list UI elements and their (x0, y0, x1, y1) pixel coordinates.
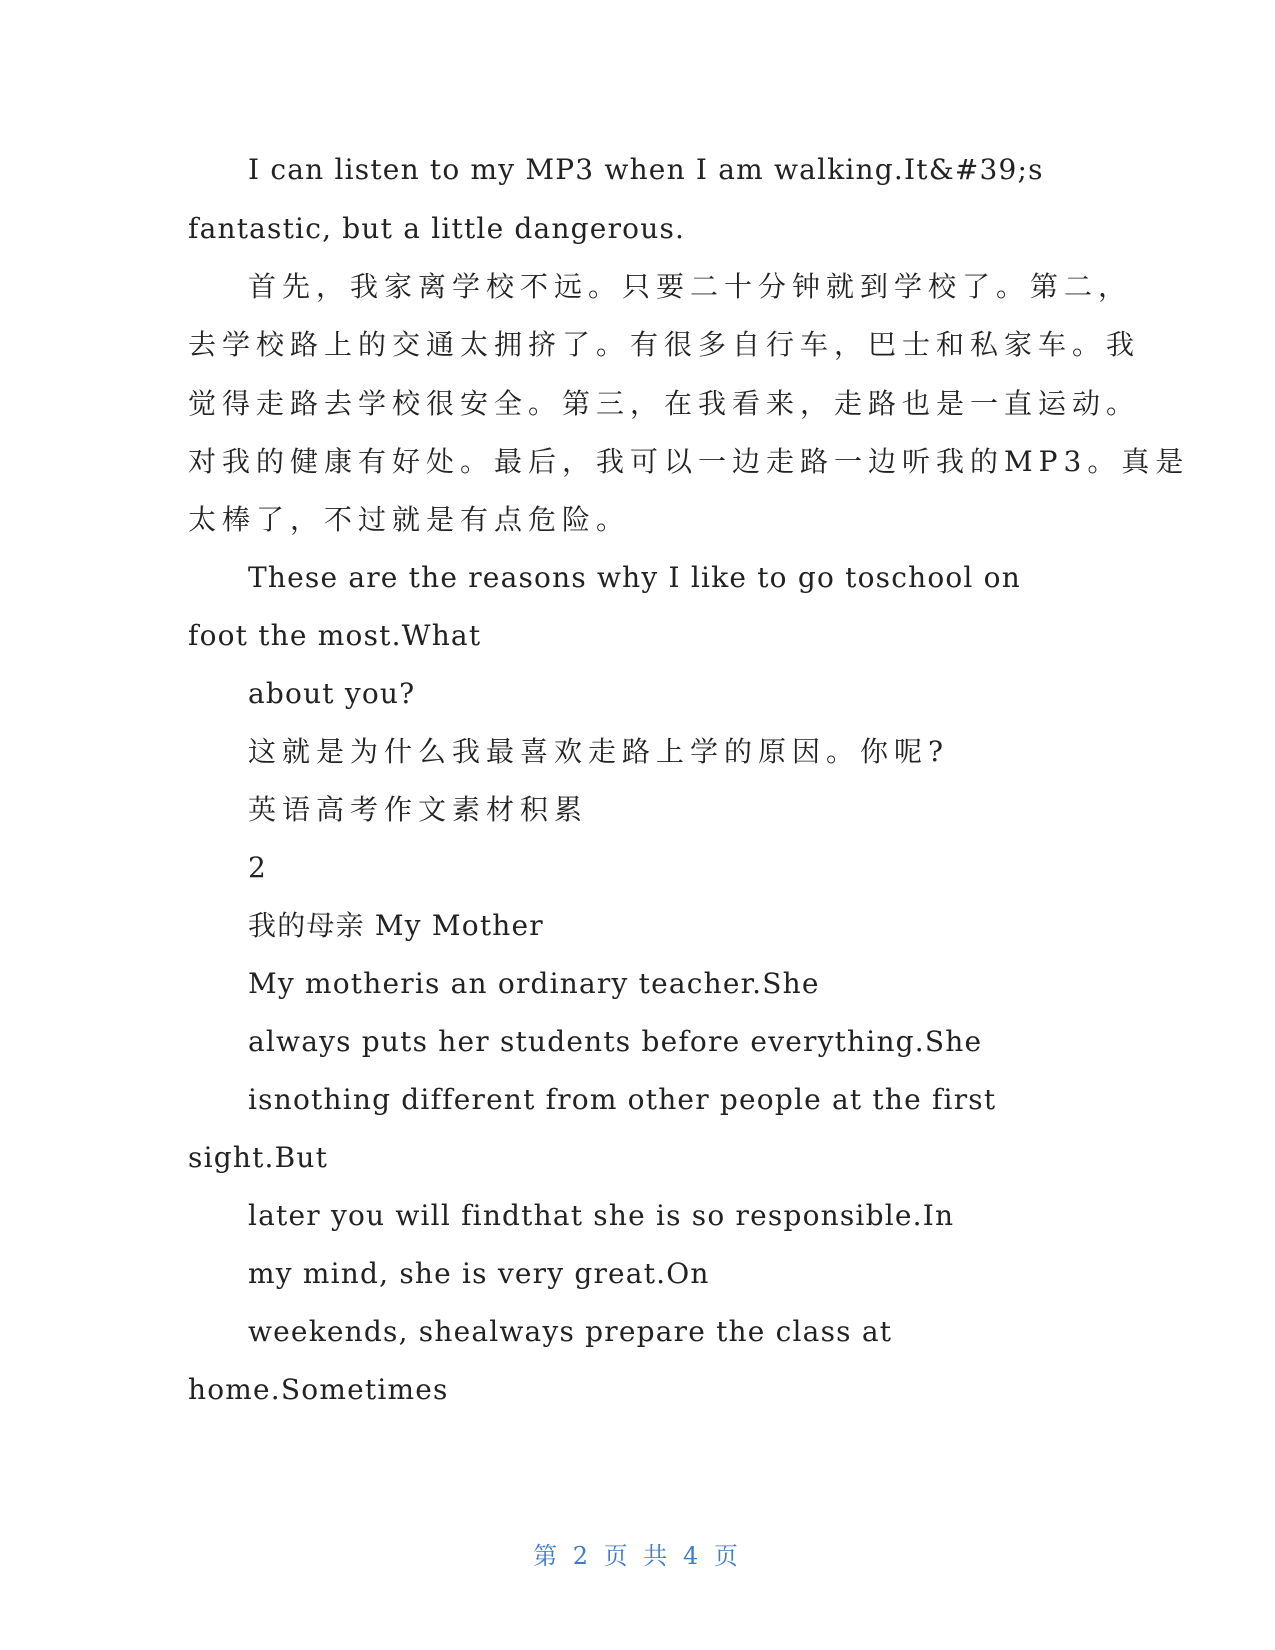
text-line: These are the reasons why I like to go toschool on (248, 561, 1021, 594)
text-line: 对我的健康有好处。最后，我可以一边走路一边听我的MP3。真是 (188, 445, 1190, 478)
text-line: about you? (248, 677, 416, 710)
text-line: 我的母亲 My Mother (248, 909, 544, 942)
text-line: weekends, shealways prepare the class at (248, 1315, 893, 1348)
text-line: sight.But (188, 1141, 329, 1174)
text-line: home.Sometimes (188, 1373, 449, 1406)
text-line: My motheris an ordinary teacher.She (248, 967, 820, 1000)
text-line: 太棒了，不过就是有点危险。 (188, 503, 631, 536)
text-line: later you will findthat she is so responsible.In (248, 1199, 955, 1232)
text-line: my mind, she is very great.On (248, 1257, 710, 1290)
page-number-footer: 第 2 页 共 4 页 (533, 1542, 742, 1570)
text-line: 去学校路上的交通太拥挤了。有很多自行车，巴士和私家车。我 (188, 328, 1141, 361)
text-line: 2 (248, 851, 268, 884)
text-line: foot the most.What (188, 619, 482, 652)
text-line: always puts her students before everything.She (248, 1025, 983, 1058)
text-line: isnothing different from other people at the first (248, 1083, 997, 1116)
text-line: I can listen to my MP3 when I am walking.It&#39;s (248, 153, 1044, 186)
text-line: 觉得走路去学校很安全。第三，在我看来，走路也是一直运动。 (188, 387, 1141, 420)
text-line: 英语高考作文素材积累 (248, 793, 589, 826)
text-line: 首先，我家离学校不远。只要二十分钟就到学校了。第二， (248, 270, 1133, 303)
text-line: fantastic, but a little dangerous. (188, 212, 686, 245)
text-line: 这就是为什么我最喜欢走路上学的原因。你呢? (248, 735, 950, 768)
